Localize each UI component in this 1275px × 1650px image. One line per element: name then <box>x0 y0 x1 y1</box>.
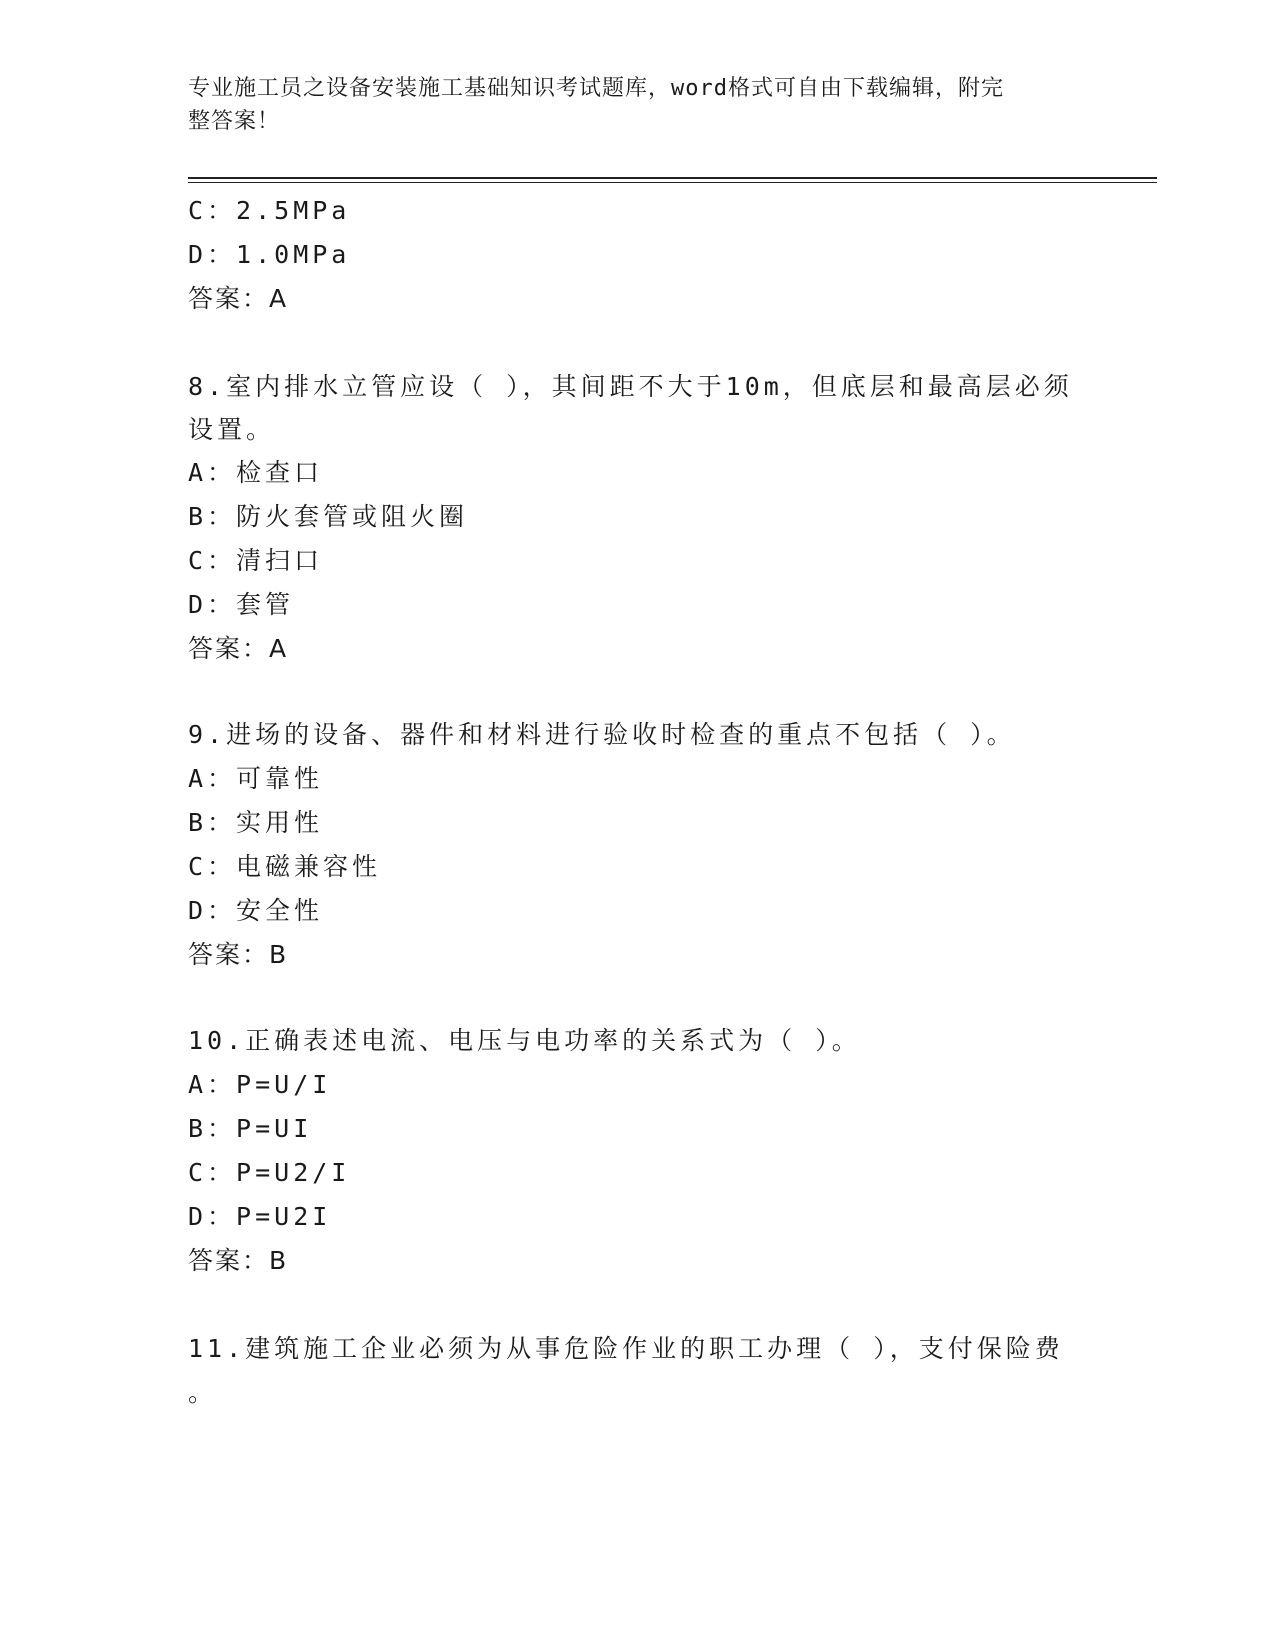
q8-answer: 答案：A <box>188 634 289 663</box>
q8-option-c: C：清扫口 <box>188 546 324 575</box>
q7-answer: 答案：A <box>188 284 289 313</box>
q8-stem-line-1: 8.室内排水立管应设（ ），其间距不大于10m，但底层和最高层必须 <box>188 372 1073 401</box>
q9-answer: 答案：B <box>188 940 289 969</box>
q10-option-d: D：P=U2I <box>188 1202 332 1231</box>
q9-option-a: A：可靠性 <box>188 764 324 793</box>
header-divider-thick <box>188 177 1157 179</box>
q10-option-a: A：P=U/I <box>188 1070 332 1099</box>
q10-answer: 答案：B <box>188 1246 289 1275</box>
q10-stem: 10.正确表述电流、电压与电功率的关系式为（ ）。 <box>188 1026 861 1055</box>
header-divider-thin <box>188 182 1157 183</box>
q7-option-c: C：2.5MPa <box>188 196 351 225</box>
q8-option-d: D：套管 <box>188 590 295 619</box>
q9-option-b: B：实用性 <box>188 808 324 837</box>
page-header <box>188 72 1068 138</box>
q10-option-b: B：P=UI <box>188 1114 313 1143</box>
q8-option-b: B：防火套管或阻火圈 <box>188 502 469 531</box>
q8-stem-line-2: 设置。 <box>188 415 276 444</box>
q11-stem-line-2: 。 <box>188 1378 218 1407</box>
q10-option-c: C：P=U2/I <box>188 1158 351 1187</box>
q7-option-d: D：1.0MPa <box>188 240 351 269</box>
q9-option-d: D：安全性 <box>188 896 324 925</box>
q8-option-a: A：检查口 <box>188 458 324 487</box>
header-line-2: 整答案！ <box>188 109 281 134</box>
q11-stem-line-1: 11.建筑施工企业必须为从事危险作业的职工办理（ ），支付保险费 <box>188 1334 1064 1363</box>
q9-stem: 9.进场的设备、器件和材料进行验收时检查的重点不包括（ ）。 <box>188 720 1016 749</box>
header-line-1: 专业施工员之设备安装施工基础知识考试题库，word格式可自由下载编辑，附完 <box>188 76 1004 101</box>
q9-option-c: C：电磁兼容性 <box>188 852 382 881</box>
